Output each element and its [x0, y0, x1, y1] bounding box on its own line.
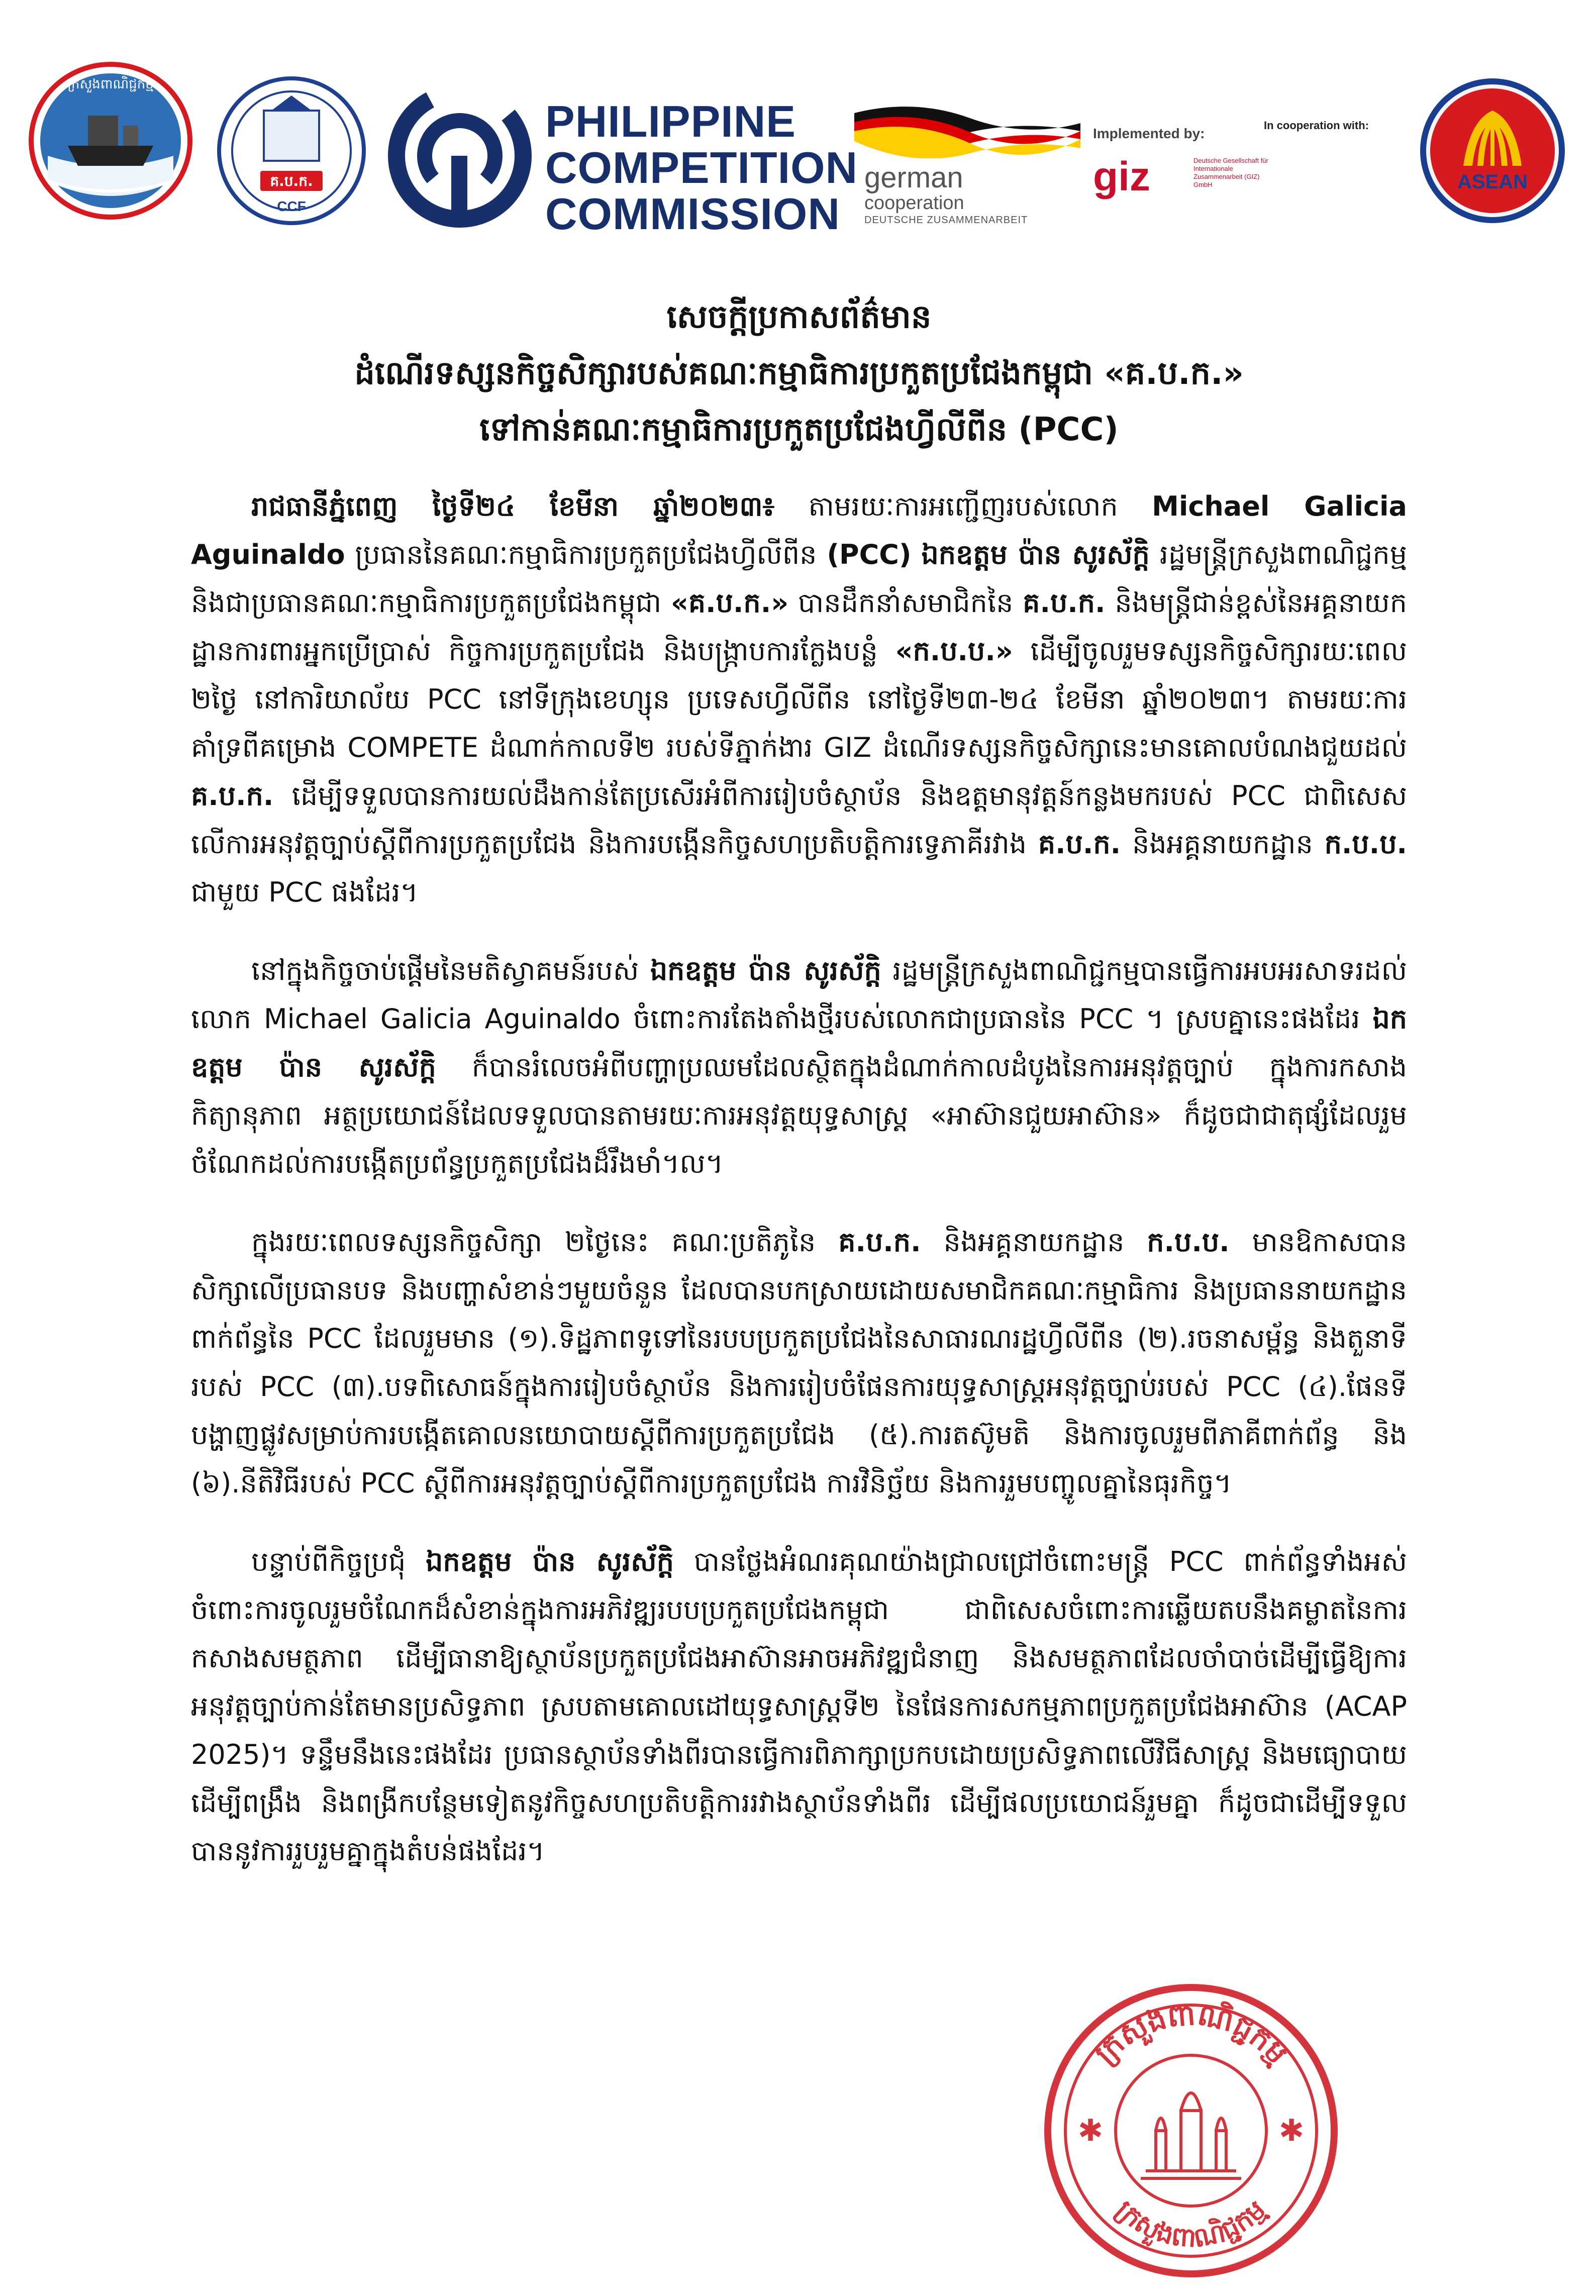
ministry-commerce-logo — [28, 60, 193, 221]
implemented-by-label: Implemented by: — [1093, 126, 1205, 141]
p4-text-b: បានថ្លែងអំណរគុណយ៉ាងជ្រាលជ្រៅចំពោះមន្ត្រី PCC ពាក់ព័ន្ធទាំងអស់ ចំពោះការចូលរួមចំណែកដ៏សំខាន់ក្នុងការអភិវឌ្ឍរបបប្រកួតប្រជែងកម្ពុជា ជាពិសេសចំពោះការឆ្លើយតបនឹងគម្លាតនៃការកសាងសមត្ថភាព ដើម្បីធានាឱ្យស្ថាប័នប្រកួតប្រជែងអាស៊ានអាចអភិវឌ្ឍជំនាញ និងសមត្ថភាពដែលចាំបាច់ដើម្បីធ្វើឱ្យការអនុវត្តច្បាប់កាន់តែមានប្រសិទ្ធភាព ស្របតាមគោលដៅយុទ្ធសាស្ត្រទី២ នៃផែនការសកម្មភាពប្រកួតប្រជែងអាស៊ាន (ACAP 2025)។ ទន្ទឹមនឹងនេះផងដែរ ប្រធានស្ថាប័នទាំងពីរបានធ្វើការពិភាក្សាប្រកបដោយប្រសិទ្ធភាពលើវិធីសាស្ត្រ និងមធ្យោបាយ ដើម្បីពង្រឹង និងពង្រីកបន្ថែមទៀតនូវកិច្ចសហប្រតិបត្តិការរវាងស្ថាប័នទាំងពីរ ដើម្បីផលប្រយោជន៍រួមគ្នា ក៏ដូចជាដើម្បីទទួលបាននូវការរួបរួមគ្នាក្នុងតំបន់ផងដែរ។ — [191, 1546, 1408, 1867]
cooperation-with-label: In cooperation with: — [1264, 119, 1369, 132]
p1-ccf-3: «ក.ប.ប.» — [895, 635, 1013, 667]
dateline: រាជធានីភ្នំពេញ ថ្ងៃទី២៤ ខែមីនា ឆ្នាំ២០២៣៖ — [251, 490, 775, 522]
p4-text-a: បន្ទាប់ពីកិច្ចប្រជុំ — [251, 1546, 426, 1577]
p1-text-f: និងមន្ត្រីជាន់ខ្ពស់នៃអគ្គនាយកដ្ឋានការពារអ្នកប្រើប្រាស់ កិច្ចការប្រកួតប្រជែង និងបង្ក្រាបការក្លែងបន្លំ — [191, 587, 1408, 667]
pcc-name-line3: COMMISSION — [545, 189, 840, 239]
title-line-2: ដំណើរទស្សនកិច្ចសិក្សារបស់គណៈកម្មាធិការប្រកួតប្រជែងកម្ពុជា «គ.ប.ក.» — [354, 355, 1244, 392]
p3-text-a: ក្នុងរយៈពេលទស្សនកិច្ចសិក្សា ២ថ្ងៃនេះ គណៈប្រតិភូនៃ — [251, 1226, 839, 1258]
p1-text-e: បានដឹកនាំសមាជិកនៃ — [788, 587, 1023, 619]
p3-ccf-1: គ.ប.ក. — [838, 1226, 921, 1258]
press-release-body — [191, 482, 1407, 1906]
p1-text-a: តាមរយៈការអញ្ជើញរបស់លោក — [774, 490, 1152, 522]
pcc-name — [545, 98, 858, 237]
ccf-logo-sub: CCF — [277, 198, 306, 214]
title-line-3: ទៅកាន់គណៈកម្មាធិការប្រកួតប្រជែងហ្វីលីពីន (PCC) — [479, 411, 1119, 448]
p3-text-c: មានឱកាសបានសិក្សាលើប្រធានបទ និងបញ្ហាសំខាន់ៗមួយចំនួន ដែលបានបកស្រាយដោយសមាជិកគណៈកម្មាធិការ និងប្រធាននាយកដ្ឋានពាក់ព័ន្ធនៃ PCC ដែលរួមមាន (១).ទិដ្ឋភាពទូទៅនៃរបបប្រកួតប្រជែងនៃសាធារណរដ្ឋហ្វីលីពីន (២).រចនាសម្ព័ន្ធ និងតួនាទីរបស់ PCC (៣).បទពិសោធន៍ក្នុងការរៀបចំស្ថាប័ន និងការរៀបចំផែនការយុទ្ធសាស្ត្រអនុវត្តច្បាប់របស់ PCC (៤).ផែនទីបង្ហាញផ្លូវសម្រាប់ការបង្កើតគោលនយោបាយស្តីពីការប្រកួតប្រជែង (៥).ការតស៊ូមតិ និងការចូលរួមពីភាគីពាក់ព័ន្ធ និង (៦).នីតិវិធីរបស់ PCC ស្តីពីការអនុវត្តច្បាប់ស្តីពីការប្រកួតប្រជែង ការវិនិច្ឆ័យ និងការរួមបញ្ចូលគ្នានៃធុរកិច្ច។ — [191, 1226, 1407, 1499]
svg-text:✱: ✱ — [1278, 2113, 1305, 2148]
asean-logo-text: ASEAN — [1457, 171, 1528, 193]
p3-ccf-2: ក.ប.ប. — [1147, 1226, 1230, 1258]
pcc-name-line2: COMPETITION — [545, 143, 858, 192]
p1-text-i: និងអគ្គនាយកដ្ឋាន — [1121, 828, 1325, 860]
official-seal — [1030, 1980, 1352, 2283]
svg-text:ក្រសួងពាណិជ្ជកម្ម — [1110, 2194, 1272, 2254]
seal-top-text: ក្រសួងពាណិជ្ជកម្ម — [1087, 1997, 1295, 2071]
ccf-logo-text: គ.ប.ក. — [270, 173, 313, 189]
p1-text-j: ជាមួយ PCC ផងដែរ។ — [191, 876, 419, 908]
title-line-1: សេចក្តីប្រកាសព័ត៌មាន — [666, 298, 932, 336]
german-coop-word3: DEUTSCHE ZUSAMMENARBEIT — [864, 215, 1028, 226]
paragraph-3 — [191, 1218, 1407, 1508]
paragraph-2 — [191, 947, 1407, 1188]
p1-ccf-2: គ.ប.ក. — [1023, 587, 1106, 619]
angkor-temple-icon — [1141, 2093, 1241, 2178]
german-cooperation — [864, 163, 1028, 227]
german-coop-word2: cooperation — [864, 192, 964, 214]
ccf-logo — [216, 75, 367, 226]
asean-logo — [1417, 75, 1568, 226]
pcc-name-line1: PHILIPPINE — [545, 96, 796, 146]
paragraph-4 — [191, 1538, 1407, 1875]
p1-pcc: (PCC) — [827, 539, 912, 570]
p4-minister: ឯកឧត្តម ប៉ាន សូរស័ក្តិ — [426, 1546, 674, 1577]
german-coop-word1: german — [864, 161, 963, 194]
p1-text-b: ប្រធាននៃគណៈកម្មាធិការប្រកួតប្រជែងហ្វីលីពីន — [345, 539, 827, 570]
p1-ccf-4: គ.ប.ក. — [191, 780, 274, 812]
p1-text-c — [912, 539, 922, 570]
p1-ccf-1: «គ.ប.ក.» — [670, 587, 789, 619]
p1-name: Michael Galicia Aguinaldo — [191, 490, 1407, 570]
svg-text:ក្រសួងពាណិជ្ជកម្ម: ក្រសួងពាណិជ្ជកម្ម — [67, 77, 154, 92]
p1-ccf-5: គ.ប.ក. — [1038, 828, 1121, 860]
p3-text-b: និងអគ្គនាយកដ្ឋាន — [921, 1226, 1147, 1258]
p2-text-b: រដ្ឋមន្ត្រីក្រសួងពាណិជ្ជកម្មបានធ្វើការអបអរសាទរដល់ លោក Michael Galicia Aguinaldo ចំពោះការតែងតាំងថ្មីរបស់លោកជាប្រធាននៃ PCC ។ ស្របគ្នានេះផងដែរ — [191, 955, 1407, 1035]
p1-ccf-6: ក.ប.ប. — [1324, 828, 1407, 860]
svg-text:✱: ✱ — [1077, 2113, 1104, 2148]
p2-minister-2: ឯកឧត្តម ប៉ាន សូរស័ក្តិ — [191, 1003, 1407, 1083]
press-release-title — [191, 289, 1407, 458]
giz-subtitle: Deutsche Gesellschaft für Internationale Zusammenarbeit (GIZ) GmbH — [1193, 157, 1268, 188]
p1-text-h: ដើម្បីទទួលបានការយល់ដឹងកាន់តែប្រសើរអំពីការរៀបចំស្ថាប័ន និងឧត្តមានុវត្តន៍កន្លងមករបស់ PCC ជាពិសេសលើការអនុវត្តច្បាប់ស្តីពីការប្រកួតប្រជែង និងការបង្កើនកិច្ចសហប្រតិបត្តិការទ្វេភាគីរវាង — [191, 780, 1407, 860]
p1-minister: ឯកឧត្តម ប៉ាន សូរស័ក្តិ — [921, 539, 1150, 570]
seal-bottom-text: ក្រសួងពាណិជ្ជកម្ម — [1110, 2194, 1272, 2254]
german-flag-icon — [854, 103, 1080, 158]
p1-text-d: រដ្ឋមន្ត្រីក្រសួងពាណិជ្ជកម្ម និងជាប្រធានគណៈកម្មាធិការប្រកួតប្រជែងកម្ពុជា — [191, 539, 1407, 619]
pcc-mark-icon — [387, 83, 533, 229]
p1-text-g: ដើម្បីចូលរួមទស្សនកិច្ចសិក្សារយៈពេល ២ថ្ងៃ នៅការិយាល័យ PCC នៅទីក្រុងខេហ្សុន ប្រទេសហ្វីលីពីន នៅថ្ងៃទី២៣-២៤ ខែមីនា ឆ្នាំ២០២៣។ តាមរយៈការគាំទ្រពីគម្រោង COMPETE ដំណាក់កាលទី២ របស់ទីភ្នាក់ងារ GIZ ដំណើរទស្សនកិច្ចសិក្សានេះមានគោលបំណងជួយដល់ — [191, 635, 1407, 763]
p2-minister-1: ឯកឧត្តម ប៉ាន សូរស័ក្តិ — [650, 955, 881, 986]
p2-text-a: នៅក្នុងកិច្ចចាប់ផ្តើមនៃមតិស្វាគមន៍របស់ — [251, 955, 650, 986]
header-logos — [0, 0, 1596, 251]
p2-text-c: ក៏បានរំលេចអំពីបញ្ហាប្រឈមដែលស្ថិតក្នុងដំណាក់កាលដំបូងនៃការអនុវត្តច្បាប់ ក្នុងការកសាងកិត្យានុភាព អត្ថប្រយោជន៍ដែលទទួលបានតាមរយៈការអនុវត្តយុទ្ធសាស្ត្រ «អាស៊ានជួយអាស៊ាន» ក៏ដូចជាជាតុផ្សំដែលរួមចំណែកដល់ការបង្កើតប្រព័ន្ធប្រកួតប្រជែងដ៏រឹងមាំ។ល។ — [191, 1051, 1407, 1179]
paragraph-1 — [191, 482, 1407, 917]
giz-logo: giz — [1093, 154, 1150, 199]
